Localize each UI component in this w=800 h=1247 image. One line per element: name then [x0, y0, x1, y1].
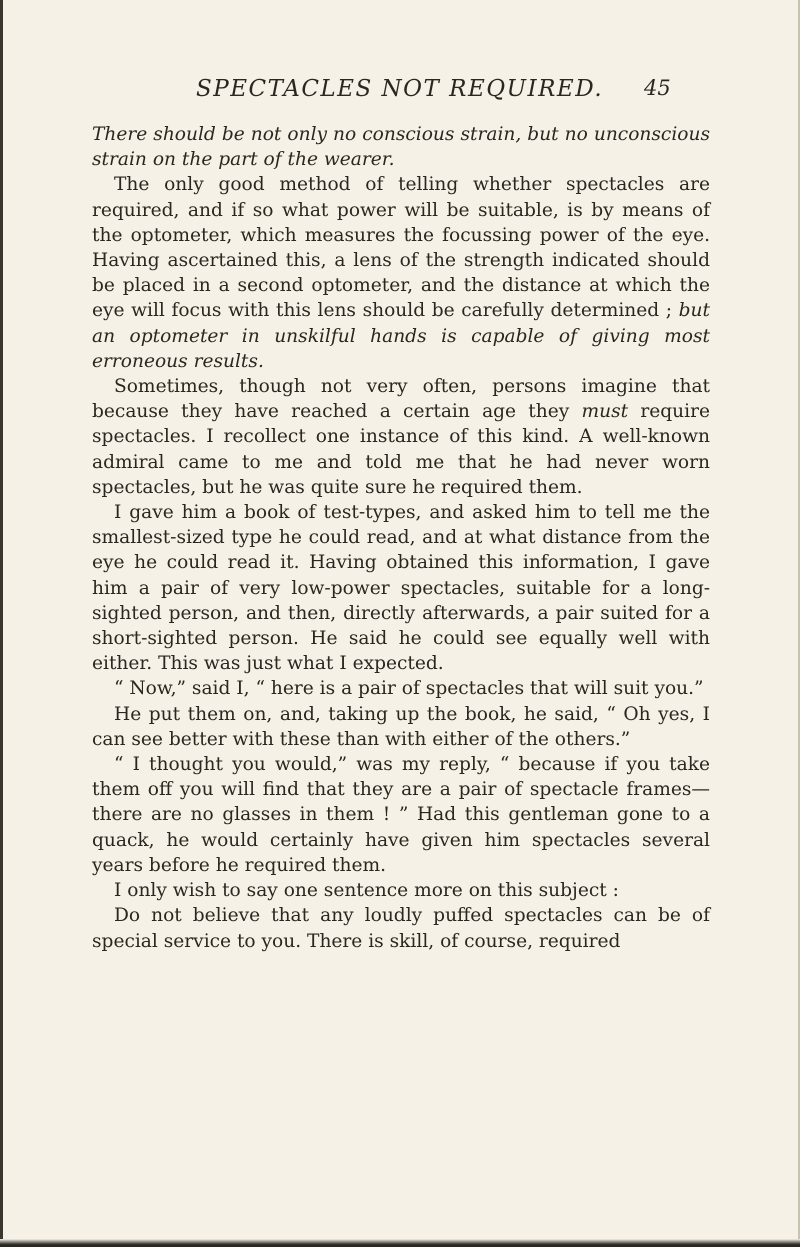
- page-number: 45: [644, 76, 671, 100]
- italic-text: There should be not only no conscious strain, but no unconscious strain on the part of the wearer.: [92, 124, 710, 171]
- text-run: require spectacles. I recollect one instance of this kind. A well-known admiral came to me and told me that he had never worn spectacles, but he was quite sure he required them.: [92, 401, 710, 498]
- page-edge-bottom: [0, 1239, 800, 1247]
- paragraph: [92, 702, 710, 752]
- text-run: Do not believe that any loudly puffed spectacles can be of special service to you. There is skill, of course, required: [92, 905, 710, 952]
- text-run: He put them on, and, taking up the book, he said, “ Oh yes, I can see better with these than with either of the others.”: [92, 703, 710, 750]
- paragraph: [92, 903, 710, 953]
- paragraph: [92, 752, 710, 878]
- text-run: “ Now,” said I, “ here is a pair of spectacles that will suit you.”: [114, 678, 704, 700]
- text-run: Sometimes, though not very often, persons imagine that because they have reached a certain age they: [92, 376, 710, 423]
- text-run: I gave him a book of test-types, and asked him to tell me the smallest-sized type he could read, and at what distance from the eye he could read it. Having obtained this information, I gave him a pair of very low-power spectacles, suitable for a long-sighted person, and then, directly afterwards, a pair suited for a short-sighted person. He said he could see equally well with either. This was just what I expected.: [92, 502, 710, 675]
- paragraph: [92, 122, 710, 172]
- text-run: “ I thought you would,” was my reply, “ because if you take them off you will find that they are a pair of spectacle frames—there are no glasses in them ! ” Had this gentleman gone to a quack, he would certainly have given him spectacles several years before he required them.: [92, 754, 710, 876]
- paragraph: [92, 878, 710, 903]
- paragraph: [92, 500, 710, 676]
- paragraph: [92, 676, 710, 701]
- running-head: SPECTACLES NOT REQUIRED.: [196, 76, 604, 102]
- page-header: [0, 76, 800, 106]
- paragraph: [92, 172, 710, 374]
- italic-text: but an optometer in unskilful hands is capable of giving most erroneous results.: [92, 300, 710, 372]
- body-text: [92, 122, 710, 954]
- paragraph: [92, 374, 710, 500]
- text-run: The only good method of telling whether spectacles are required, and if so what power will be suitable, is by means of the optometer, which measures the focussing power of the eye. Having ascertained this, a lens of the strength indicated should be placed in a second optometer, and the distance at which the eye will focus with this lens should be carefully determined ;: [92, 174, 710, 322]
- page-edge-left: [0, 0, 3, 1247]
- text-run: I only wish to say one sentence more on this subject :: [114, 880, 619, 902]
- italic-text: must: [581, 401, 629, 423]
